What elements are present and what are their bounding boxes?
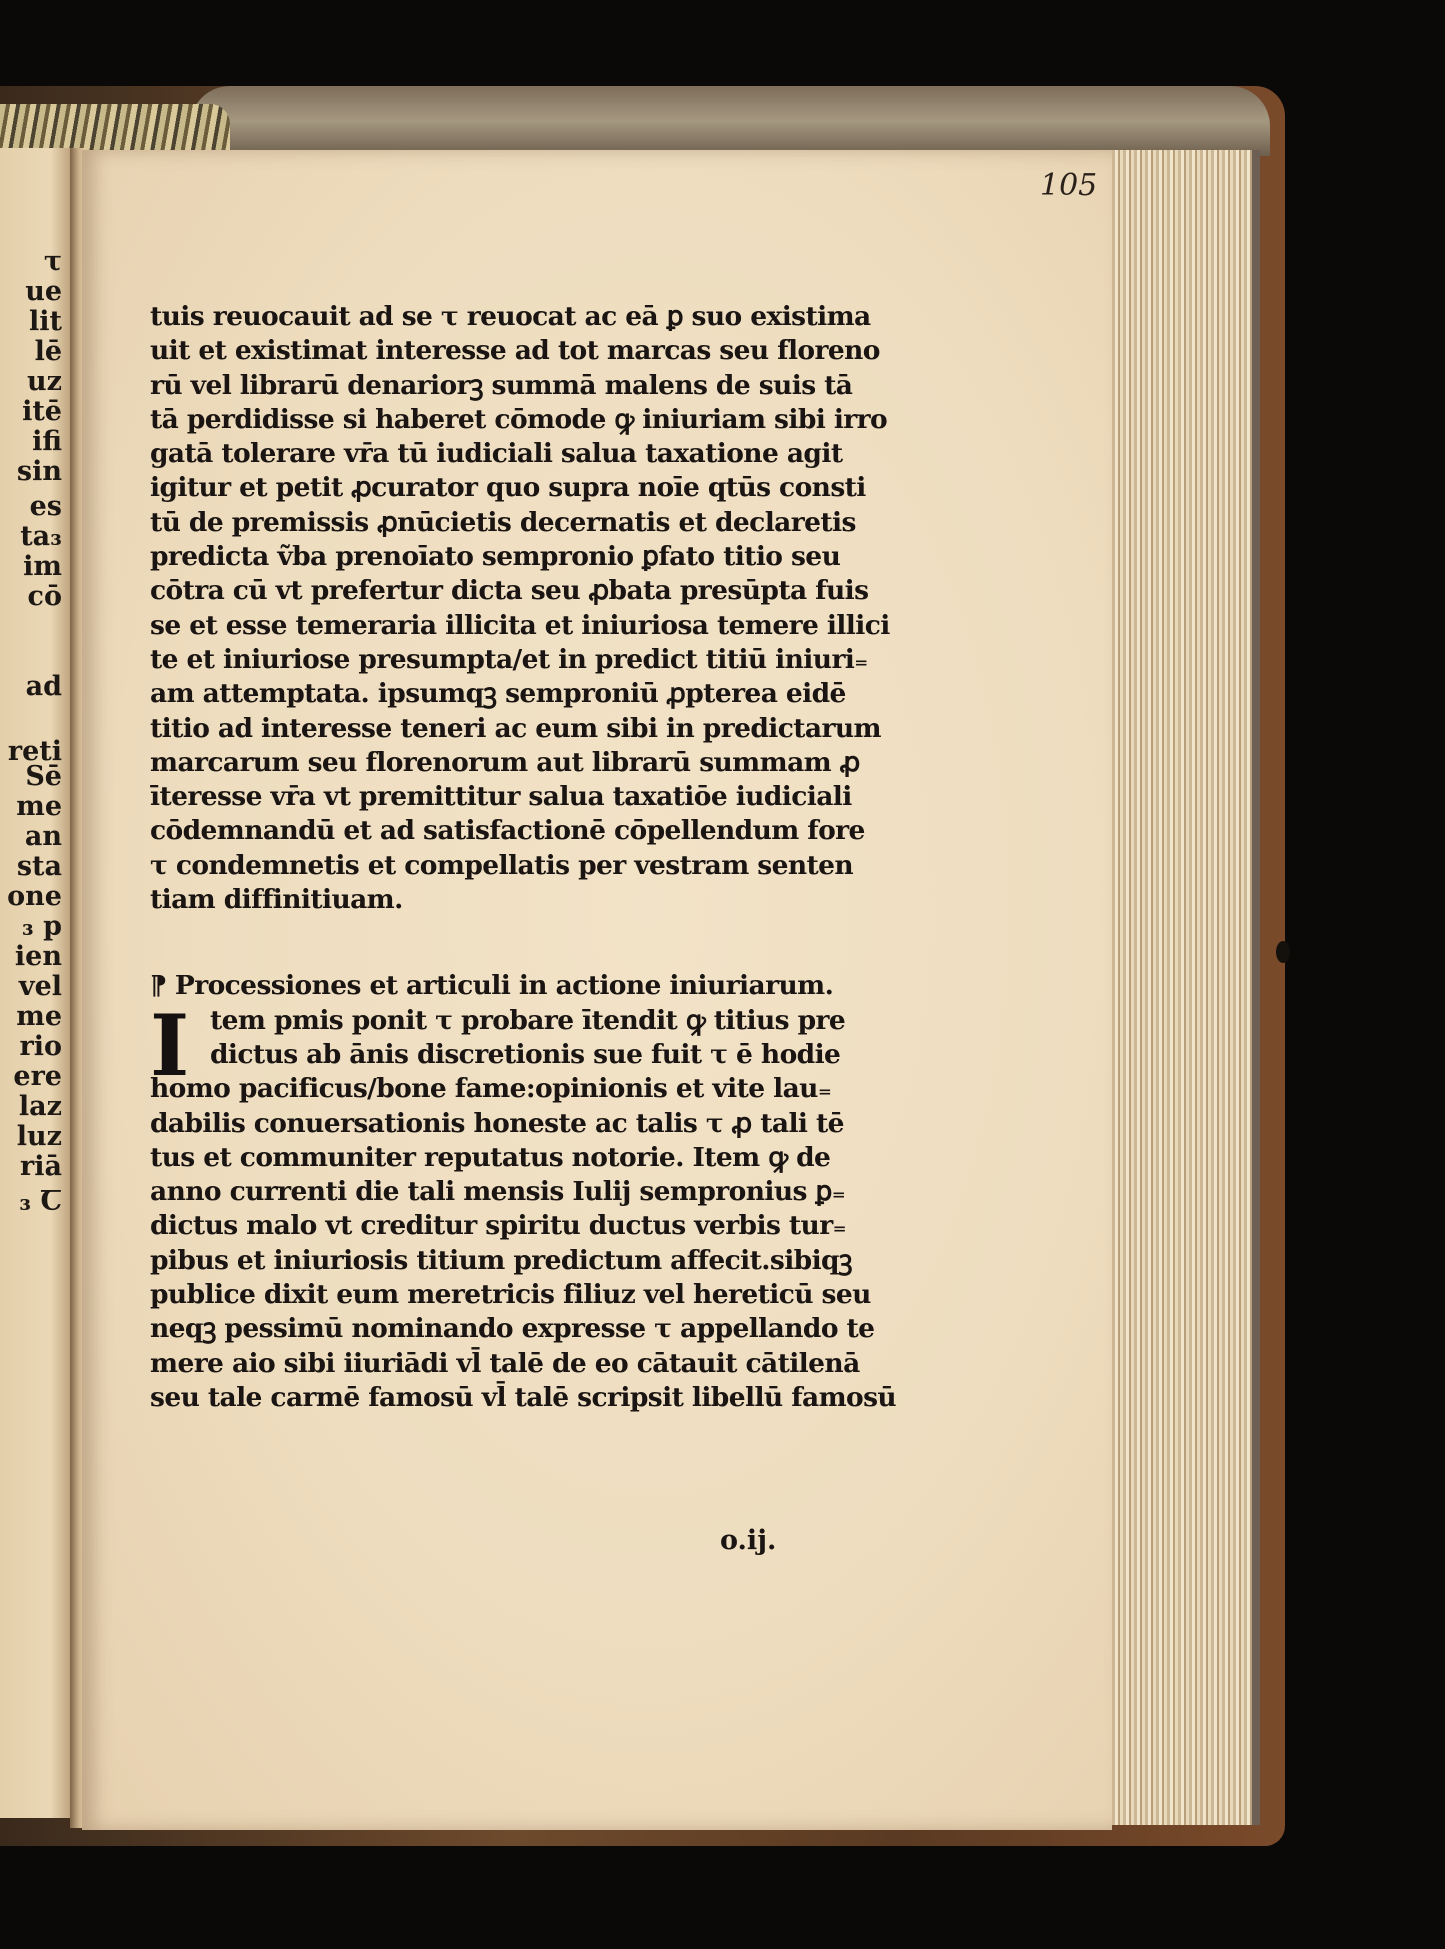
left-page-fragment: τ: [43, 246, 62, 277]
text-line: τ condemnetis et compellatis per vestram senten: [150, 849, 854, 881]
text-line: tem pmis ponit τ probare ītendit ꝙ titius pre: [210, 1004, 846, 1036]
text-line: dictus ab ānis discretionis sue fuit τ ē hodie: [210, 1038, 841, 1070]
left-page-fragment: riā: [20, 1151, 62, 1182]
left-page-fragment: vel: [18, 971, 62, 1002]
text-line: īteresse vr̄a vt premittitur salua taxatiōe iudiciali: [150, 781, 852, 813]
text-line: tā perdidisse si haberet cōmode ꝙ iniuriam sibi irro: [150, 403, 888, 435]
text-line: dabilis conuersationis honeste ac talis τ ꝓ tali tē: [150, 1107, 844, 1139]
left-page-fragment: ere: [13, 1061, 62, 1092]
page-edges: [1112, 150, 1260, 1825]
worm-hole: [1276, 941, 1290, 963]
book-spine-top: [190, 86, 1270, 156]
text-line: cōtra cū vt prefertur dicta seu ꝓbata presūpta fuis: [150, 575, 869, 607]
drop-initial: I: [150, 995, 189, 1095]
left-page-fragment: sta: [16, 851, 62, 882]
text-line: cōdemnandū et ad satisfactionē cōpellendum fore: [150, 815, 865, 847]
left-page-fragment: uz: [27, 366, 62, 397]
section-paragraph: [150, 1072, 908, 1415]
left-page-fragment: me: [16, 1001, 62, 1032]
text-line: se et esse temeraria illicita et iniuriosa temere illici: [150, 609, 890, 641]
text-line: neqꝫ pessimū nominando expresse τ appellando te: [150, 1313, 875, 1345]
left-page-fragment: ₃ Ꞇ: [19, 1186, 62, 1217]
text-line: gatā tolerare vr̄a tū iudiciali salua taxatione agit: [150, 438, 843, 470]
left-page-fragment: ad: [25, 671, 62, 702]
left-page-fragment: ₃ p: [21, 911, 62, 942]
text-line: mere aio sibi iiuriādi vl̄ talē de eo cātauit cātilenā: [150, 1347, 860, 1379]
text-line: marcarum seu florenorum aut librarū summam ꝓ: [150, 746, 860, 778]
text-line: homo pacificus/bone fame:opinionis et vite lau₌: [150, 1073, 832, 1105]
left-page-fragment: laz: [18, 1091, 62, 1122]
text-line: tiam diffinitiuam.: [150, 884, 403, 916]
text-line: tuis reuocauit ad se τ reuocat ac eā ꝑ suo existima: [150, 301, 871, 332]
text-line: titio ad interesse teneri ac eum sibi in predictarum: [150, 712, 881, 744]
left-page-fragment: im: [23, 551, 62, 582]
left-page-fragment: lē: [34, 336, 62, 367]
left-page-fragment: cō: [27, 581, 62, 612]
text-line: rū vel librarū denariorꝫ summā malens de suis tā: [150, 369, 853, 401]
left-page: [0, 148, 72, 1818]
left-page-fragment: ta₃: [20, 521, 62, 552]
left-page-fragment: ifi: [32, 426, 62, 457]
left-page-fragment: lit: [29, 306, 62, 337]
left-page-fragment: reti: [7, 736, 62, 767]
body-paragraph: [150, 300, 908, 917]
text-line: seu tale carmē famosū vl̄ talē scripsit libellū famosū: [150, 1381, 897, 1413]
folio-number: 105: [1040, 168, 1098, 203]
left-page-fragment: es: [29, 491, 62, 522]
text-line: publice dixit eum meretricis filiuz vel hereticū seu: [150, 1279, 871, 1311]
left-page-fragment: one: [7, 881, 62, 912]
left-page-fragment: sin: [16, 456, 62, 487]
text-line: pibus et iniuriosis titium predictum affecit.sibiqꝫ: [150, 1244, 852, 1276]
text-line: te et iniuriose presumpta/et in predict titiū iniuri₌: [150, 643, 868, 675]
text-line: igitur et petit ꝓcurator quo supra noīe qtūs consti: [150, 472, 866, 504]
text-line: dictus malo vt creditur spiritu ductus verbis tur₌: [150, 1210, 846, 1242]
signature-mark: o.ij.: [720, 1525, 777, 1556]
text-line: predicta ṽba prenoīato sempronio ꝑfato titio seu: [150, 541, 841, 573]
section-heading: ⁋ Processiones et articuli in actione iniuriarum.: [150, 970, 834, 1002]
text-line: uit et existimat interesse ad tot marcas seu floreno: [150, 335, 880, 367]
text-block: [150, 300, 908, 1415]
left-page-fragment: ien: [14, 941, 62, 972]
text-line: am attemptata. ipsumqꝫ semproniū ꝓpterea eidē: [150, 678, 846, 710]
left-page-fragment: ue: [25, 276, 62, 307]
left-page-fragment: me: [16, 791, 62, 822]
left-page-fragment: luz: [16, 1121, 62, 1152]
headband: [0, 104, 230, 152]
text-line: anno currenti die tali mensis Iulij sempronius ꝑ₌: [150, 1176, 846, 1208]
text-line: tū de premissis ꝓnūcietis decernatis et declaretis: [150, 506, 856, 538]
left-page-fragment: Sē: [25, 761, 62, 792]
text-line: tus et communiter reputatus notorie. Item ꝙ de: [150, 1141, 831, 1173]
left-page-fragment: rio: [19, 1031, 62, 1062]
left-page-fragment: an: [24, 821, 62, 852]
left-page-fragment: itē: [22, 396, 62, 427]
initial-lines: [150, 1004, 908, 1073]
